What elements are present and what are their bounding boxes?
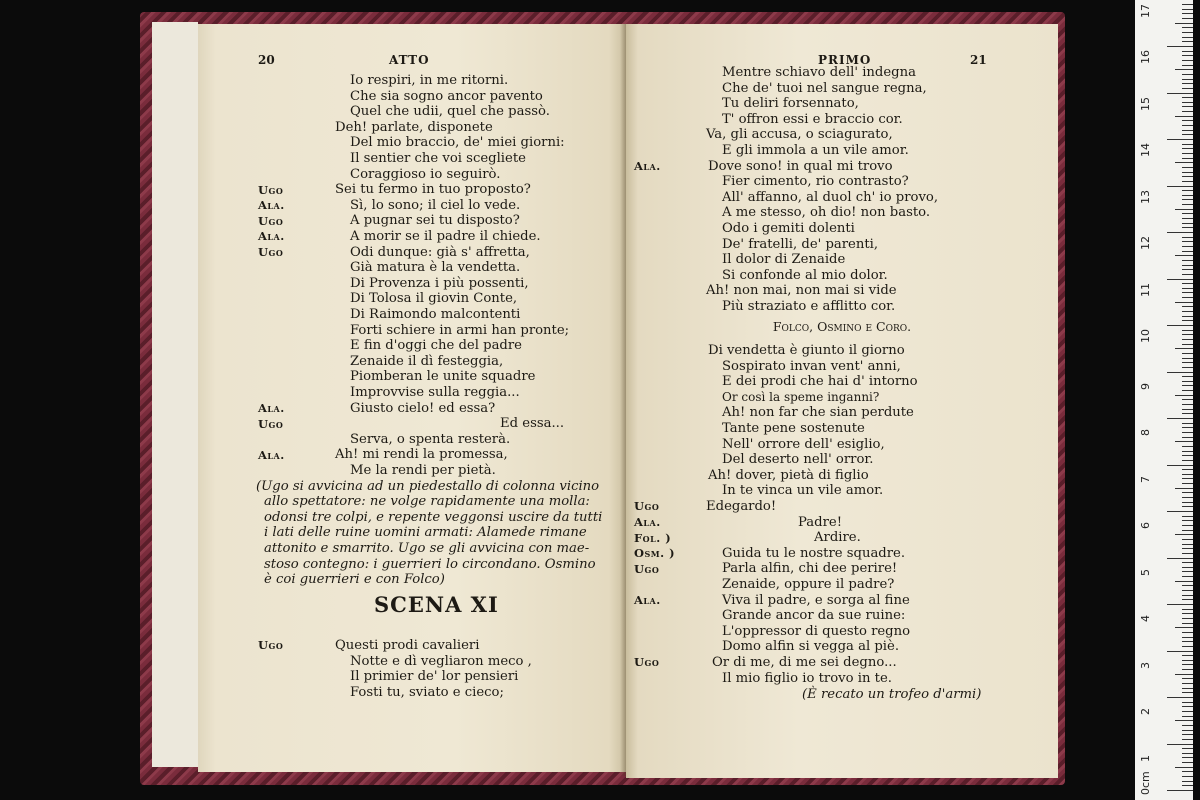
verse-line: Odo i gemiti dolenti: [722, 221, 855, 236]
verse-line: Più straziato e afflitto cor.: [722, 299, 896, 314]
ruler-tick: [1182, 172, 1193, 173]
ruler-tick: [1182, 432, 1193, 433]
ruler-tick: [1182, 358, 1193, 359]
ruler-tick: [1182, 334, 1193, 335]
ruler-tick: [1182, 376, 1193, 377]
verse-line: Che sia sogno ancor pavento: [350, 88, 543, 104]
speaker-label: Ala.: [634, 592, 661, 607]
speaker-label: Ala.: [258, 198, 285, 213]
verse-line: T' offron essi e braccio cor.: [722, 111, 903, 127]
ruler-tick: [1182, 609, 1193, 610]
ruler-tick: [1182, 390, 1193, 391]
chorus-heading: Folco, Osmino e Coro.: [772, 319, 912, 334]
ruler-tick: [1182, 167, 1193, 168]
verse-line: Già matura è la vendetta.: [350, 260, 521, 276]
ruler-tick: [1182, 399, 1193, 400]
verse-line: Coraggioso io seguirò.: [350, 166, 501, 182]
verse-line: Il primier de' lor pensieri: [350, 669, 519, 685]
right-page: [626, 24, 1058, 778]
ruler-tick: [1167, 558, 1193, 559]
ruler-tick: [1175, 162, 1193, 163]
ruler-tick: [1182, 227, 1193, 228]
ruler-tick: [1182, 381, 1193, 382]
ruler-tick: [1182, 134, 1193, 135]
ruler-tick: [1182, 613, 1193, 614]
ruler-tick: [1182, 316, 1193, 317]
verse-line: Ardire.: [814, 530, 861, 546]
ruler-tick: [1182, 9, 1193, 10]
speaker-label: Ugo: [634, 655, 660, 670]
ruler-tick: [1182, 27, 1193, 28]
ruler-tick: [1182, 51, 1193, 52]
ruler-tick: [1182, 241, 1193, 242]
verse-line: A morir se il padre il chiede.: [350, 229, 541, 244]
ruler-tick: [1182, 74, 1193, 75]
speaker-label: Ugo: [258, 416, 284, 431]
speaker-label: Ugo: [258, 213, 284, 228]
verse-line: Di vendetta è giunto il giorno: [708, 343, 905, 358]
ruler-tick: [1182, 223, 1193, 224]
ruler-tick: [1182, 260, 1193, 261]
ruler-tick: [1182, 669, 1193, 670]
ruler-tick: [1175, 209, 1193, 210]
ruler-tick: [1182, 158, 1193, 159]
ruler-tick: [1182, 451, 1193, 452]
verse-line: Io respiri, in me ritorni.: [350, 73, 509, 88]
speaker-label: Ala.: [258, 447, 285, 462]
ruler-tick: [1175, 69, 1193, 70]
ruler-tick: [1167, 465, 1193, 466]
measuring-ruler: [1135, 0, 1193, 800]
ruler-unit-label: 0cm: [1139, 771, 1152, 795]
ruler-tick: [1182, 404, 1193, 405]
speaker-label: Ala.: [258, 400, 285, 415]
verse-line: Sei tu fermo in tuo proposto?: [335, 182, 531, 198]
ruler-tick: [1182, 269, 1193, 270]
ruler-tick: [1182, 320, 1193, 321]
ruler-tick: [1182, 711, 1193, 712]
stage-direction-line: odonsi tre colpi, e repente veggonsi uscire da tutti: [264, 509, 603, 525]
ruler-tick: [1167, 651, 1193, 652]
ruler-tick: [1167, 372, 1193, 373]
stage-direction-line: attonito e smarrito. Ugo se gli avvicina con mae-: [264, 541, 590, 556]
ruler-tick: [1175, 395, 1193, 396]
verse-line: Parla alfin, chi dee perire!: [722, 561, 898, 577]
ruler-tick: [1182, 455, 1193, 456]
ruler-tick: [1182, 753, 1193, 754]
left-page: [198, 24, 626, 772]
ruler-tick: [1182, 530, 1193, 531]
ruler-number: 13: [1139, 190, 1152, 204]
verse-line: Fosti tu, sviato e cieco;: [350, 684, 504, 700]
ruler-tick: [1182, 88, 1193, 89]
ruler-tick: [1167, 604, 1193, 605]
ruler-number: 4: [1139, 615, 1152, 622]
ruler-tick: [1182, 65, 1193, 66]
verse-line: Odi dunque: già s' affretta,: [350, 244, 530, 260]
ruler-tick: [1182, 585, 1193, 586]
ruler-tick: [1182, 195, 1193, 196]
ruler-tick: [1182, 483, 1193, 484]
verse-line: Ah! non far che sian perdute: [722, 405, 914, 421]
verse-line: Edegardo!: [706, 499, 777, 514]
verse-line: Grande ancor da sue ruine:: [722, 608, 906, 624]
ruler-tick: [1182, 79, 1193, 80]
ruler-tick: [1182, 664, 1193, 665]
ruler-tick: [1182, 678, 1193, 679]
ruler-tick: [1182, 506, 1193, 507]
ruler-tick: [1167, 186, 1193, 187]
ruler-tick: [1182, 641, 1193, 642]
ruler-tick: [1182, 409, 1193, 410]
ruler-tick: [1182, 130, 1193, 131]
ruler-tick: [1182, 502, 1193, 503]
ruler-tick: [1182, 423, 1193, 424]
ruler-tick: [1182, 646, 1193, 647]
ruler-tick: [1175, 488, 1193, 489]
ruler-tick: [1182, 492, 1193, 493]
ruler-tick: [1182, 683, 1193, 684]
ruler-tick: [1182, 437, 1193, 438]
ruler-tick: [1182, 311, 1193, 312]
endpaper: [152, 22, 198, 767]
verse-line: E dei prodi che hai d' intorno: [722, 374, 918, 390]
verse-line: Zenaide il dì festeggia,: [350, 353, 504, 369]
ruler-tick: [1182, 144, 1193, 145]
ruler-tick: [1182, 55, 1193, 56]
ruler-tick: [1182, 590, 1193, 591]
ruler-tick: [1182, 469, 1193, 470]
verse-line: Tu deliri forsennato,: [722, 96, 859, 112]
ruler-number: 1: [1139, 755, 1152, 762]
ruler-tick: [1182, 153, 1193, 154]
verse-line: Di Tolosa il giovin Conte,: [350, 291, 518, 307]
ruler-tick: [1182, 734, 1193, 735]
ruler-tick: [1182, 516, 1193, 517]
verse-line: Che de' tuoi nel sangue regna,: [722, 80, 927, 96]
ruler-tick: [1182, 544, 1193, 545]
speaker-label: Ala.: [258, 229, 285, 244]
ruler-tick: [1175, 627, 1193, 628]
ruler-tick: [1182, 246, 1193, 247]
ruler-tick: [1182, 553, 1193, 554]
ruler-tick: [1182, 460, 1193, 461]
ruler-tick: [1175, 581, 1193, 582]
ruler-tick: [1182, 32, 1193, 33]
ruler-tick: [1182, 688, 1193, 689]
speaker-label: Ala.: [634, 514, 661, 529]
ruler-tick: [1182, 576, 1193, 577]
ruler-tick: [1182, 120, 1193, 121]
speaker-label: Fol. ): [634, 530, 672, 545]
ruler-tick: [1182, 478, 1193, 479]
ruler-tick: [1182, 706, 1193, 707]
ruler-tick: [1182, 125, 1193, 126]
verse-line: Ah! dover, pietà di figlio: [708, 467, 869, 483]
ruler-tick: [1182, 525, 1193, 526]
ruler-tick: [1182, 353, 1193, 354]
ruler-tick: [1182, 97, 1193, 98]
ruler-tick: [1182, 4, 1193, 5]
ruler-tick: [1182, 567, 1193, 568]
ruler-tick: [1175, 116, 1193, 117]
ruler-tick: [1182, 623, 1193, 624]
stage-direction: (È recato un trofeo d'armi): [802, 687, 982, 702]
verse-line: Quel che udii, quel che passò.: [350, 104, 550, 120]
ruler-number: 2: [1139, 708, 1152, 715]
ruler-tick: [1182, 595, 1193, 596]
verse-line: Improvvise sulla reggia...: [350, 385, 520, 400]
ruler-tick: [1182, 339, 1193, 340]
ruler-tick: [1182, 13, 1193, 14]
ruler-tick: [1182, 520, 1193, 521]
ruler-tick: [1182, 762, 1193, 763]
verse-line: Forti schiere in armi han pronte;: [350, 322, 570, 338]
verse-line: Zenaide, oppure il padre?: [722, 577, 895, 592]
ruler-tick: [1182, 18, 1193, 19]
ruler-number: 6: [1139, 522, 1152, 529]
ruler-tick: [1182, 181, 1193, 182]
ruler-tick: [1182, 106, 1193, 107]
verse-line: Del deserto nell' orror.: [722, 452, 874, 468]
ruler-tick: [1182, 599, 1193, 600]
ruler-tick: [1182, 757, 1193, 758]
scene-title: SCENA XI: [374, 592, 499, 617]
ruler-tick: [1175, 302, 1193, 303]
stage-direction-line: (Ugo si avvicina ad un piedestallo di colonna vicino: [256, 478, 600, 494]
verse-line: A pugnar sei tu disposto?: [350, 213, 520, 229]
ruler-tick: [1182, 771, 1193, 772]
page-number: 20: [258, 53, 275, 67]
verse-line: L'oppressor di questo regno: [722, 623, 911, 639]
ruler-tick: [1182, 218, 1193, 219]
ruler-tick: [1182, 618, 1193, 619]
verse-line: E gli immola a un vile amor.: [722, 143, 909, 158]
verse-line: Serva, o spenta resterà.: [350, 431, 511, 447]
ruler-tick: [1167, 790, 1193, 791]
verse-line: Di Raimondo malcontenti: [350, 307, 521, 322]
ruler-tick: [1182, 204, 1193, 205]
ruler-tick: [1182, 660, 1193, 661]
ruler-tick: [1182, 148, 1193, 149]
speaker-label: Ugo: [634, 499, 660, 514]
ruler-tick: [1182, 539, 1193, 540]
verse-line: Ah! non mai, non mai si vide: [706, 283, 897, 299]
ruler-tick: [1182, 102, 1193, 103]
verse-line: Piomberan le unite squadre: [350, 369, 536, 385]
ruler-tick: [1182, 265, 1193, 266]
verse-line: Il dolor di Zenaide: [722, 252, 846, 268]
ruler-number: 17: [1139, 4, 1152, 18]
running-header: ATTO: [389, 53, 430, 67]
verse-line: Fier cimento, rio contrasto?: [722, 174, 909, 190]
speaker-label: Ugo: [258, 244, 284, 259]
verse-line: In te vinca un vile amor.: [722, 483, 884, 499]
ruler-tick: [1182, 781, 1193, 782]
ruler-tick: [1182, 725, 1193, 726]
ruler-tick: [1182, 60, 1193, 61]
ruler-tick: [1182, 41, 1193, 42]
ruler-tick: [1182, 692, 1193, 693]
ruler-number: 3: [1139, 662, 1152, 669]
verse-line: Guida tu le nostre squadre.: [722, 545, 906, 561]
verse-line: Ed essa...: [500, 416, 565, 432]
speaker-label: Ugo: [634, 561, 660, 576]
ruler-tick: [1182, 427, 1193, 428]
ruler-number: 16: [1139, 50, 1152, 64]
ruler-tick: [1167, 232, 1193, 233]
verse-line: Mentre schiavo dell' indegna: [722, 65, 916, 80]
verse-line: E fin d'oggi che del padre: [350, 338, 522, 354]
ruler-tick: [1182, 190, 1193, 191]
ruler-tick: [1175, 348, 1193, 349]
verse-line: Viva il padre, e sorga al fine: [722, 592, 910, 608]
verse-line: Il sentier che voi scegliete: [350, 151, 526, 166]
ruler-number: 10: [1139, 329, 1152, 343]
ruler-tick: [1182, 37, 1193, 38]
verse-line: Ah! mi rendi la promessa,: [335, 447, 508, 463]
ruler-tick: [1182, 776, 1193, 777]
ruler-tick: [1182, 83, 1193, 84]
verse-line: Or così la speme inganni?: [722, 389, 880, 404]
verse-line: Va, gli accusa, o sciagurato,: [706, 127, 893, 143]
ruler-tick: [1182, 176, 1193, 177]
ruler-tick: [1167, 46, 1193, 47]
ruler-number: 9: [1139, 383, 1152, 390]
verse-line: Deh! parlate, disponete: [335, 119, 493, 135]
ruler-number: 11: [1139, 283, 1152, 297]
ruler-tick: [1182, 237, 1193, 238]
ruler-tick: [1175, 674, 1193, 675]
verse-line: Padre!: [798, 514, 842, 530]
ruler-tick: [1167, 697, 1193, 698]
stage-direction-line: allo spettatore: ne volge rapidamente una molla:: [264, 494, 590, 510]
ruler-tick: [1182, 716, 1193, 717]
speaker-label: Ala.: [634, 158, 661, 173]
ruler-tick: [1182, 632, 1193, 633]
ruler-number: 12: [1139, 236, 1152, 250]
verse-line: Nell' orrore dell' esiglio,: [722, 436, 885, 452]
verse-line: Domo alfin si vegga al piè.: [722, 639, 900, 655]
verse-line: Il mio figlio io trovo in te.: [722, 670, 892, 686]
verse-line: Tante pene sostenute: [722, 421, 865, 436]
stage-direction-line: è coi guerrieri e con Folco): [264, 572, 445, 588]
ruler-tick: [1175, 720, 1193, 721]
ruler-tick: [1182, 548, 1193, 549]
speaker-label: Ugo: [258, 638, 284, 653]
ruler-number: 8: [1139, 429, 1152, 436]
ruler-tick: [1182, 251, 1193, 252]
ruler-number: 14: [1139, 143, 1152, 157]
ruler-tick: [1167, 511, 1193, 512]
verse-line: Si confonde al mio dolor.: [722, 267, 888, 283]
ruler-tick: [1182, 330, 1193, 331]
verse-line: Sì, lo sono; il ciel lo vede.: [350, 197, 521, 213]
verse-line: Me la rendi per pietà.: [350, 463, 496, 478]
ruler-tick: [1182, 474, 1193, 475]
speaker-label: Ugo: [258, 182, 284, 197]
ruler-tick: [1182, 785, 1193, 786]
ruler-tick: [1167, 139, 1193, 140]
ruler-tick: [1167, 279, 1193, 280]
ruler-tick: [1182, 413, 1193, 414]
page-number: 21: [970, 53, 987, 67]
ruler-tick: [1182, 344, 1193, 345]
ruler-tick: [1182, 748, 1193, 749]
ruler-tick: [1175, 23, 1193, 24]
ruler-tick: [1182, 274, 1193, 275]
ruler-tick: [1182, 655, 1193, 656]
ruler-number: 5: [1139, 569, 1152, 576]
verse-line: De' fratelli, de' parenti,: [722, 236, 879, 252]
ruler-tick: [1182, 446, 1193, 447]
verse-line: Or di me, di me sei degno...: [712, 655, 897, 670]
verse-line: Di Provenza i più possenti,: [350, 275, 529, 291]
ruler-tick: [1175, 767, 1193, 768]
ruler-tick: [1182, 213, 1193, 214]
verse-line: Notte e dì vegliaron meco ,: [350, 653, 532, 669]
verse-line: Sospirato invan vent' anni,: [722, 358, 901, 374]
ruler-tick: [1175, 441, 1193, 442]
ruler-tick: [1167, 93, 1193, 94]
verse-line: Questi prodi cavalieri: [335, 638, 480, 653]
speaker-label: Osm. ): [634, 546, 676, 561]
ruler-tick: [1182, 111, 1193, 112]
ruler-tick: [1175, 534, 1193, 535]
ruler-tick: [1182, 385, 1193, 386]
running-header: PRIMO: [818, 53, 872, 67]
ruler-tick: [1182, 297, 1193, 298]
ruler-tick: [1167, 418, 1193, 419]
ruler-tick: [1182, 283, 1193, 284]
ruler-tick: [1182, 292, 1193, 293]
ruler-tick: [1182, 497, 1193, 498]
verse-line: All' affanno, al duol ch' io provo,: [722, 189, 939, 205]
stage-direction-line: i lati delle ruine uomini armati: Alamede rimane: [264, 525, 587, 541]
ruler-tick: [1182, 199, 1193, 200]
ruler-tick: [1182, 562, 1193, 563]
verse-line: Giusto cielo! ed essa?: [350, 400, 496, 416]
ruler-tick: [1182, 739, 1193, 740]
ruler-tick: [1182, 571, 1193, 572]
ruler-tick: [1182, 288, 1193, 289]
verse-line: Dove sono! in qual mi trovo: [708, 158, 893, 174]
ruler-tick: [1175, 255, 1193, 256]
ruler-tick: [1167, 325, 1193, 326]
ruler-tick: [1182, 362, 1193, 363]
ruler-tick: [1182, 306, 1193, 307]
stage-direction-line: stoso contegno: i guerrieri lo circondano. Osmino: [264, 556, 596, 572]
ruler-tick: [1167, 744, 1193, 745]
verse-line: A me stesso, oh dio! non basto.: [722, 205, 931, 221]
ruler-number: 7: [1139, 476, 1152, 483]
verse-line: Del mio braccio, de' miei giorni:: [350, 135, 565, 151]
ruler-tick: [1182, 702, 1193, 703]
ruler-tick: [1182, 637, 1193, 638]
ruler-tick: [1182, 367, 1193, 368]
ruler-number: 15: [1139, 97, 1152, 111]
ruler-tick: [1182, 730, 1193, 731]
